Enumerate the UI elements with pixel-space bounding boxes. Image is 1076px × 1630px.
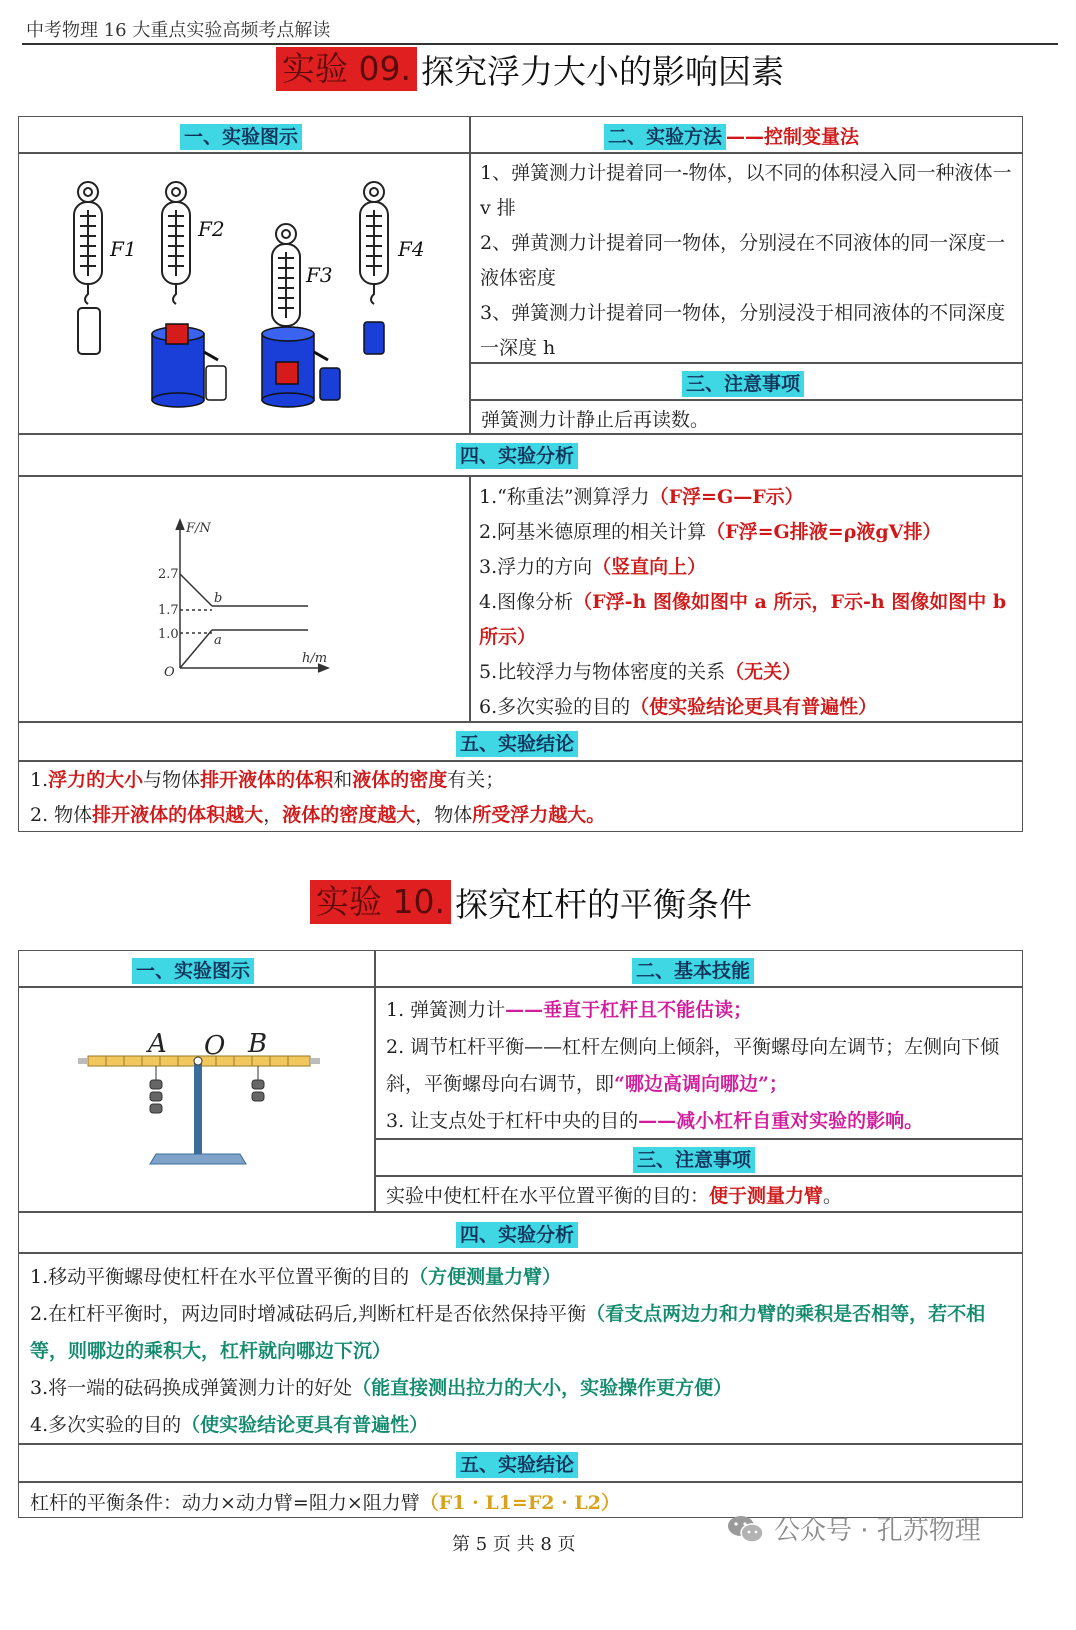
conclusion-1: 1.浮力的大小与物体排开液体的体积和液体的密度有关；	[30, 769, 505, 791]
analysis-4: 4.图像分析（F浮-h 图像如图中 a 所示，F示-h 图像如图中 b 所示）	[479, 591, 1007, 648]
lever-diagram	[70, 1020, 330, 1175]
conclusion-2: 2. 物体排开液体的体积越大，液体的密度越大，物体所受浮力越大。	[30, 804, 606, 826]
exp10-skills	[386, 992, 1016, 1140]
force-depth-graph	[150, 510, 340, 685]
exp09-tag: 实验 09.	[276, 47, 417, 91]
label-f2: F2	[198, 217, 225, 241]
lever-analysis-2: 2.在杠杆平衡时，两边同时增减砝码后,判断杠杆是否依然保持平衡（看支点两边力和力臂的乘积是否相等，若不相等，则哪边的乘积大，杠杆就向哪边下沉）	[30, 1303, 986, 1362]
exp09-sec3: 三、注意事项	[682, 369, 804, 396]
graph-line-b: b	[214, 591, 223, 606]
exp10-sec2: 二、基本技能	[632, 956, 754, 983]
watermark: 公众号 · 孔苏物理	[726, 1510, 981, 1547]
lever-analysis-4: 4.多次实验的目的（使实验结论更具有普遍性）	[30, 1414, 429, 1436]
graph-line-a: a	[214, 633, 222, 648]
exp10-sec5: 五、实验结论	[456, 1450, 578, 1477]
exp10-tag: 实验 10.	[310, 880, 451, 924]
exp09-conclusion	[30, 763, 1020, 833]
graph-x-label: h/m	[302, 651, 328, 666]
graph-y-label: F/N	[186, 521, 211, 536]
method-3: 3、弹簧测力计提着同一物体，分别浸没于相同液体的不同深度一深度 h	[480, 302, 1006, 359]
spring-scale-diagram	[56, 176, 436, 416]
page-footer: 第 5 页 共 8 页	[452, 1534, 576, 1555]
label-f3: F3	[306, 263, 333, 287]
exp10-note: 实验中使杠杆在水平位置平衡的目的：便于测量力臂。	[386, 1185, 843, 1207]
exp10-title-text: 探究杠杆的平衡条件	[454, 884, 752, 924]
exp09-sec4: 四、实验分析	[456, 441, 578, 468]
graph-tick-2.7: 2.7	[158, 567, 179, 582]
exp10-sec1: 一、实验图示	[132, 956, 254, 983]
skill-2: 2. 调节杠杆平衡——杠杆左侧向上倾斜，平衡螺母向左调节；左侧向下倾斜，平衡螺母向右调节，即“哪边高调向哪边”；	[386, 1036, 1000, 1095]
exp09-title	[276, 47, 784, 91]
exp10-conclusion: 杠杆的平衡条件：动力×动力臂=阻力×阻力臂（F1 · L1=F2 · L2）	[30, 1492, 620, 1514]
graph-origin: O	[164, 665, 175, 680]
page-header: 中考物理 16 大重点实验高频考点解读	[26, 20, 331, 41]
exp09-note: 弹簧测力计静止后再读数。	[481, 409, 710, 431]
skill-1: 1. 弹簧测力计——垂直于杠杆且不能估读；	[386, 999, 753, 1021]
exp09-title-text: 探究浮力大小的影响因素	[420, 51, 784, 91]
label-f1: F1	[110, 237, 137, 261]
lever-label-a: A	[148, 1029, 167, 1059]
exp09-analysis	[479, 480, 1017, 725]
graph-tick-1.7: 1.7	[158, 603, 179, 618]
exp10-sec3: 三、注意事项	[633, 1145, 755, 1172]
exp09-methods	[480, 156, 1016, 366]
label-f4: F4	[398, 237, 425, 261]
analysis-5: 5.比较浮力与物体密度的关系（无关）	[479, 661, 802, 683]
analysis-3: 3.浮力的方向（竖直向上）	[479, 556, 707, 578]
exp09-sec2: 二、实验方法 ——控制变量法	[604, 122, 859, 149]
exp10-analysis	[30, 1259, 1015, 1444]
skill-3: 3. 让支点处于杠杆中央的目的——减小杠杆自重对实验的影响。	[386, 1110, 924, 1132]
lever-label-b: B	[248, 1029, 268, 1059]
method-2: 2、弹黄测力计提着同一物体，分别浸在不同液体的同一深度一液体密度	[480, 232, 1006, 289]
wechat-icon	[726, 1513, 766, 1545]
analysis-6: 6.多次实验的目的（使实验结论更具有普遍性）	[479, 696, 878, 718]
analysis-1: 1.“称重法”测算浮力（F浮=G—F示）	[479, 486, 804, 508]
method-1: 1、弹簧测力计提着同一-物体，以不同的体积浸入同一种液体一 v 排	[480, 162, 1012, 219]
lever-label-o: O	[204, 1031, 226, 1061]
exp09-sec5: 五、实验结论	[456, 729, 578, 756]
exp10-sec4: 四、实验分析	[456, 1220, 578, 1247]
lever-analysis-3: 3.将一端的砝码换成弹簧测力计的好处（能直接测出拉力的大小，实验操作更方便）	[30, 1377, 733, 1399]
lever-analysis-1: 1.移动平衡螺母使杠杆在水平位置平衡的目的（方便测量力臂）	[30, 1266, 562, 1288]
analysis-2: 2.阿基米德原理的相关计算（F浮=G排液=ρ液gV排）	[479, 521, 942, 543]
exp09-sec1: 一、实验图示	[180, 122, 302, 149]
exp10-title	[310, 880, 752, 924]
graph-tick-1.0: 1.0	[158, 627, 179, 642]
